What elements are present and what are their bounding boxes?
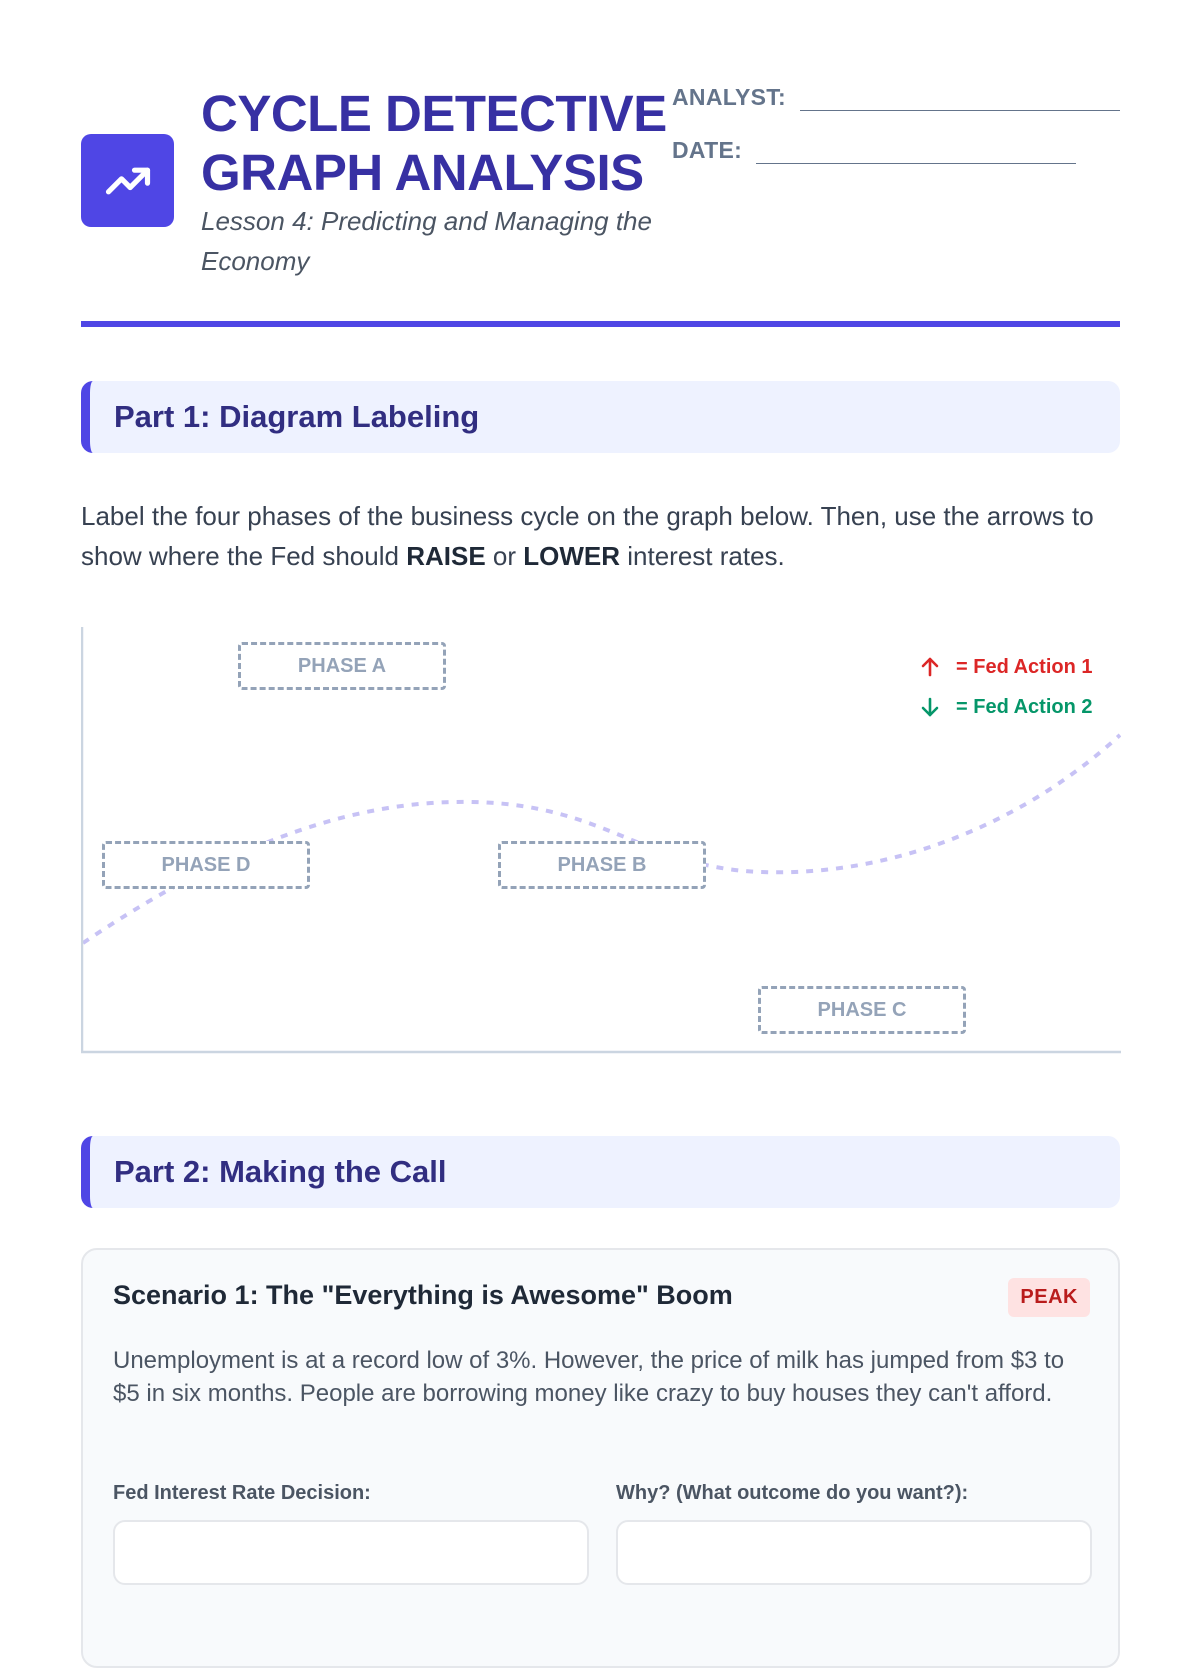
part1-instructions — [81, 496, 1120, 576]
part1-section-header — [81, 381, 1120, 453]
title-line-1: CYCLE DETECTIVE — [201, 85, 667, 142]
instructions-text-post: interest rates. — [620, 541, 785, 571]
scenario-1-description: Unemployment is at a record low of 3%. However, the price of milk has jumped from $3 to $5 in six months. People are borrowing money like crazy to buy houses they can't afford. — [113, 1347, 1065, 1407]
phase-d-label-box[interactable]: PHASE D — [102, 841, 310, 889]
part1-heading: Part 1: Diagram Labeling — [114, 399, 480, 434]
business-cycle-curve — [83, 735, 1120, 943]
legend-fed-action-1-label: = Fed Action 1 — [956, 655, 1093, 678]
phase-a-label-box[interactable]: PHASE A — [238, 642, 446, 690]
header-divider — [81, 321, 1120, 327]
instructions-text-pre: Label the four phases of the business cycle on the graph below. Then, use the arrows to show where the Fed should — [81, 501, 1094, 571]
date-field — [672, 137, 1076, 164]
part2-heading: Part 2: Making the Call — [114, 1154, 447, 1189]
decision-label: Fed Interest Rate Decision: — [113, 1482, 371, 1504]
phase-b-label-box[interactable]: PHASE B — [498, 841, 706, 889]
logo-badge — [81, 134, 174, 227]
page-subtitle: Lesson 4: Predicting and Managing the Economy — [201, 206, 652, 276]
scenario-1-card — [81, 1248, 1120, 1668]
legend-fed-action-2 — [918, 695, 1093, 719]
trending-up-icon — [102, 155, 154, 207]
decision-input[interactable] — [113, 1520, 589, 1585]
page-title — [201, 84, 667, 202]
legend-fed-action-1 — [918, 655, 1093, 679]
analyst-label: ANALYST: — [672, 84, 787, 110]
why-label: Why? (What outcome do you want?): — [616, 1482, 969, 1504]
title-line-2: GRAPH ANALYSIS — [201, 144, 644, 201]
part2-section-header — [81, 1136, 1120, 1208]
phase-badge: PEAK — [1008, 1278, 1090, 1317]
analyst-field — [672, 84, 1120, 111]
analyst-blank-line[interactable] — [800, 86, 1120, 111]
instructions-or: or — [485, 541, 524, 571]
why-input[interactable] — [616, 1520, 1092, 1585]
scenario-1-title: Scenario 1: The "Everything is Awesome" Boom — [113, 1280, 733, 1310]
phase-c-label-box[interactable]: PHASE C — [758, 986, 966, 1034]
date-blank-line[interactable] — [756, 139, 1076, 164]
arrow-down-icon — [918, 695, 942, 719]
date-label: DATE: — [672, 137, 743, 163]
legend-fed-action-2-label: = Fed Action 2 — [956, 695, 1093, 718]
arrow-up-icon — [918, 655, 942, 679]
raise-keyword: RAISE — [406, 541, 486, 571]
business-cycle-diagram — [81, 627, 1121, 1057]
lower-keyword: LOWER — [523, 541, 621, 571]
